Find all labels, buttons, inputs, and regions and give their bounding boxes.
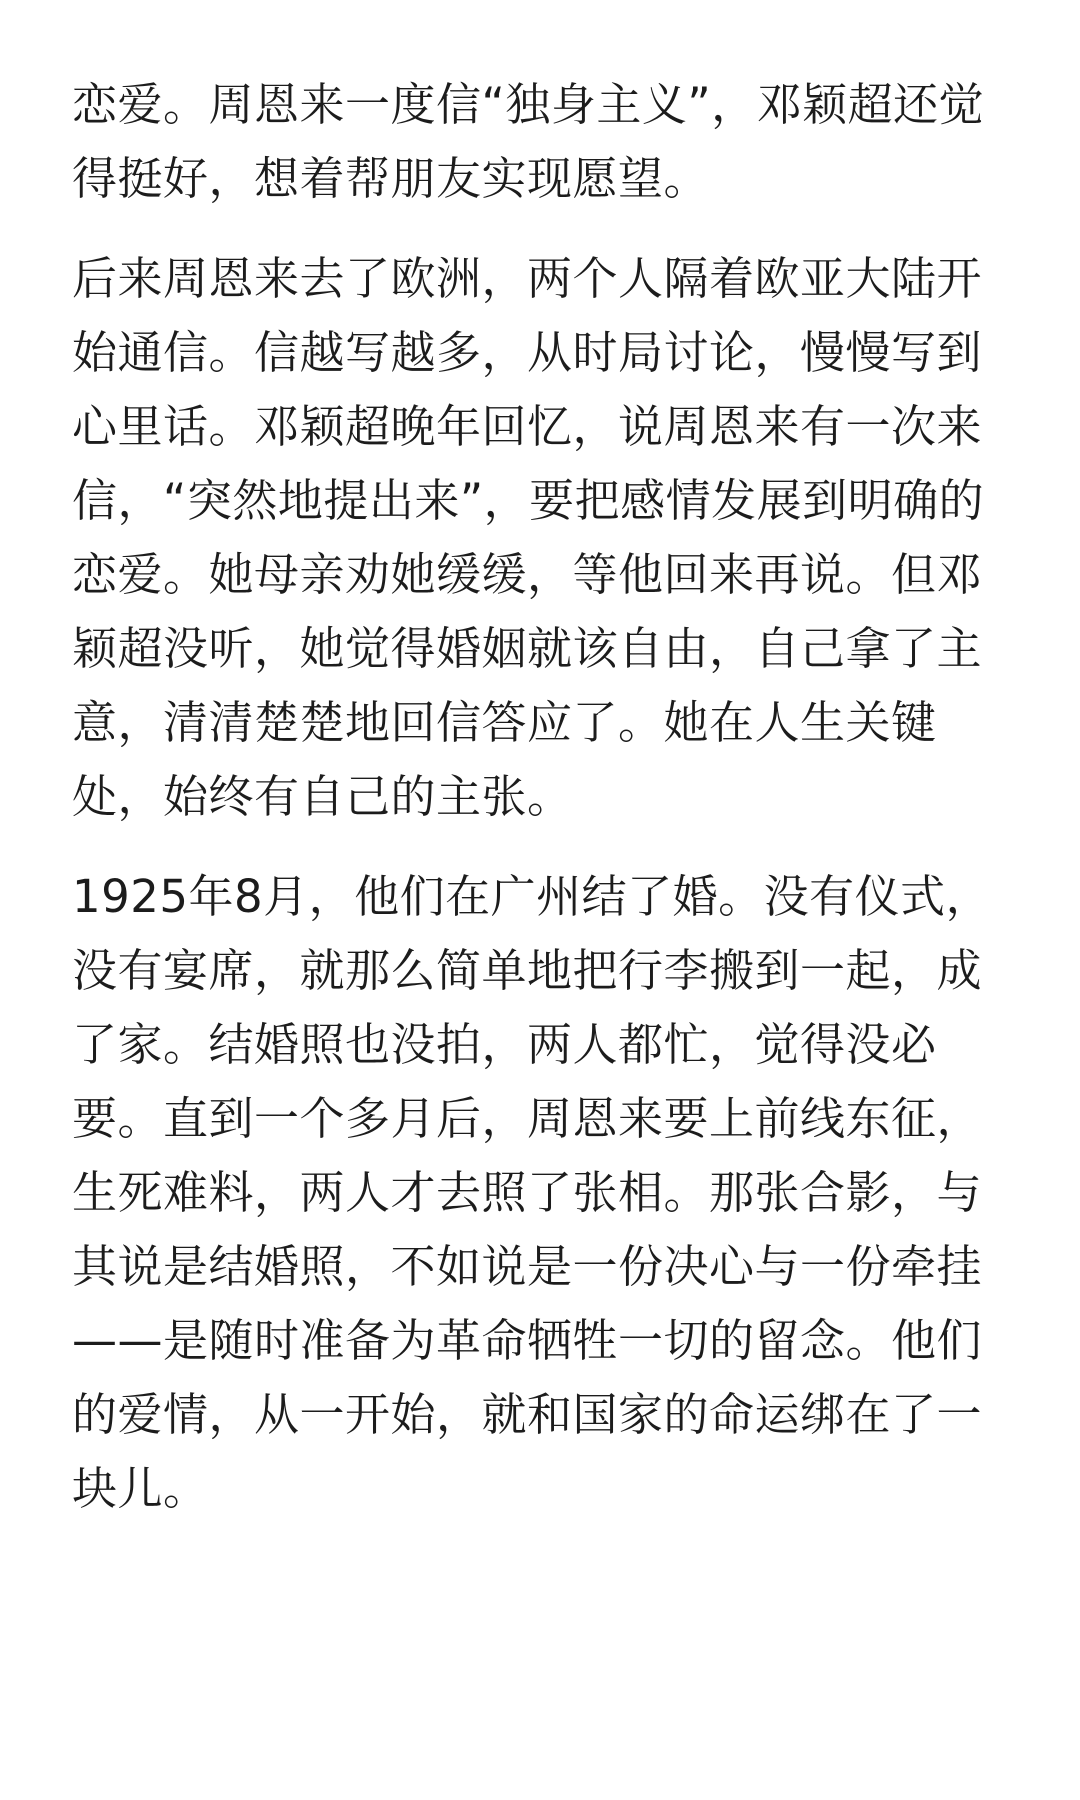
article-body — [72, 68, 1017, 1552]
paragraph-1: 恋爱。周恩来一度信“独身主义”，邓颖超还觉得挺好，想着帮朋友实现愿望。 — [72, 78, 985, 205]
paragraph-2: 后来周恩来去了欧洲，两个人隔着欧亚大陆开始通信。信越写越多，从时局讨论，慢慢写到心里话。邓颖超晚年回忆，说周恩来有一次来信，“突然地提出来”，要把感情发展到明确的恋爱。她母亲劝她缓缓，等他回来再说。但邓颖超没听，她觉得婚姻就该自由，自己拿了主意，清清楚楚地回信答应了。她在人生关键处，始终有自己的主张。 — [72, 252, 985, 823]
paragraph-3: 1925年8月，他们在广州结了婚。没有仪式，没有宴席，就那么简单地把行李搬到一起，成了家。结婚照也没拍，两人都忙，觉得没必要。直到一个多月后，周恩来要上前线东征，生死难料，两人才去照了张相。那张合影，与其说是结婚照，不如说是一份决心与一份牵挂——是随时准备为革命牺牲一切的留念。他们的爱情，从一开始，就和国家的命运绑在了一块儿。 — [72, 870, 992, 1515]
